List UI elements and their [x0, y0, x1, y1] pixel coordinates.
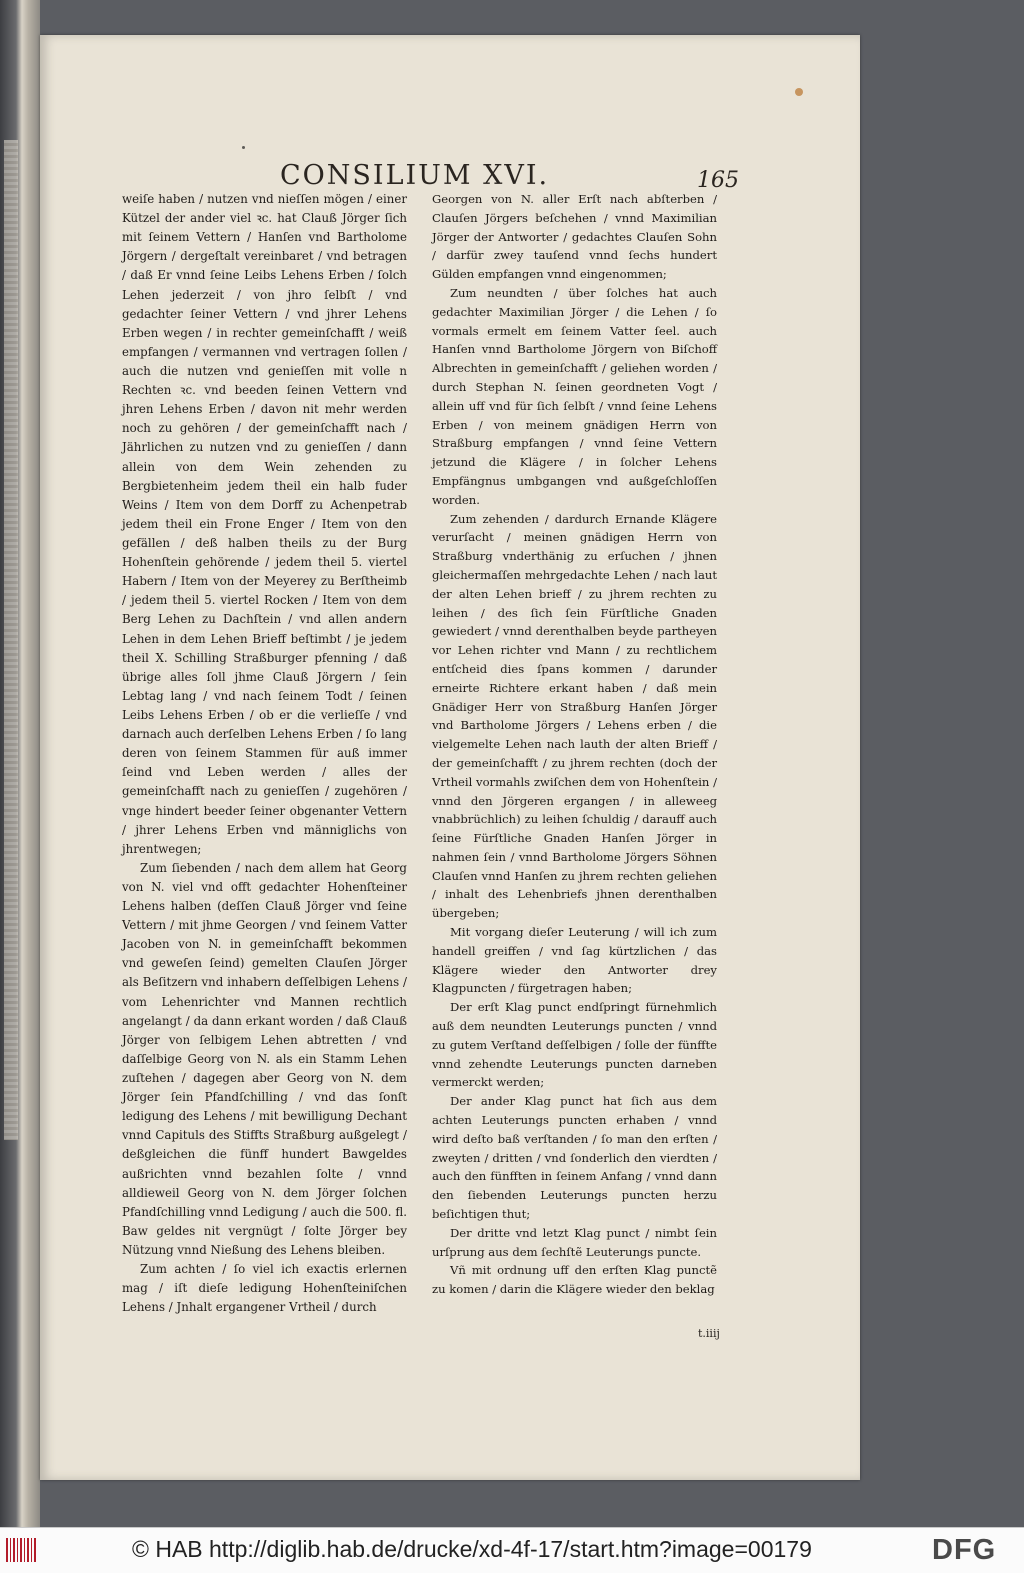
paragraph: Zum zehenden / dardurch Ernande Klägere verurſacht / meinen gnädigen Herrn von Straßburg vnderthänig zu erſuchen / jhnen gleichermaſſen mehrgedachte Lehen / nach laut der alten Lehen brieff / zu jhrem rechten zu leihen / des ſich ſein Fürſtliche Gnaden gewiedert / vnnd derenthalben beyde partheyen vor Lehen richter vnd Mann / zu rechtlichem entſcheid dies ſpans kommen / darunder erneirte Richtere erkant haben / daß mein Gnädiger Herr von Straßburg Hanſen Jörger vnd Bartholome Jörgers / Lehens erben / die vielgemelte Lehen nach lauth der alten Brieff / der gemeinſchafft / zu jhrem rechten (doch der Vrtheil vormahls zwiſchen dem von Hohenſtein / vnnd den Jörgeren ergangen / in alleweeg vnabbrüchlich) zu leihen ſchuldig / darauff auch ſeine Fürſtliche Gnaden Hanſen Jörger in nahmen ſein / vnnd Bartholome Jörgers Söhnen Clauſen vnnd Hanſen zu jhrem rechten geliehen / inhalt des Lehenbriefs jhnen derenthalben übergeben; [432, 511, 717, 921]
paragraph: Vñ mit ordnung uff den erſten Klag punctẽ zu komen / darin die Klägere wieder den beklag [432, 1263, 717, 1297]
paragraph: Der ander Klag punct hat ſich aus dem achten Leuterungs puncten erhaben / vnnd wird deſto baß verſtanden / ſo man den erſten / zweyten / dritten / vnd ſonderlich den vierdten / auch den fünfften in ſeinem Anfang / vnnd dann den ſiebenden Leuterungs puncten herzu beſichtigen thut; [432, 1094, 717, 1222]
left-text-column [122, 190, 407, 1317]
foxing-stain [242, 146, 245, 149]
paragraph: Georgen von N. aller Erſt nach abſterben / Clauſen Jörgers beſchehen / vnnd Maximilian Jörger der Antworter / gedachtes Clauſen Sohn / darfür zwey tauſend vnnd ſechs hundert Gülden empfangen vnnd eingenommen; [432, 192, 717, 282]
right-text-column [432, 190, 717, 1299]
hab-logo-icon [6, 1538, 38, 1562]
paragraph: Mit vorgang dieſer Leuterung / will ich zum handell greiffen / vnd ſag kürtzlichen / das Klägere wieder den Antworter drey Klagpuncten / fürgetragen haben; [432, 925, 717, 996]
page-header-title: CONSILIUM XVI. [280, 160, 550, 191]
adjacent-page-edges [4, 140, 18, 1140]
copyright-url[interactable]: © HAB http://diglib.hab.de/drucke/xd-4f-17/start.htm?image=00179 [132, 1536, 812, 1562]
catchword: t.iiij [698, 1327, 720, 1340]
page-binding-edge [0, 0, 40, 1527]
paragraph: weiſe haben / nutzen vnd nieſſen mögen / einer Kützel der ander viel ꝛc. hat Clauß Jörger ſich mit ſeinem Vettern / Hanſen vnd Bartholome Jörgern / dergeſtalt vereinbaret / vnd betragen / daß Er vnnd ſeine Leibs Lehens Erben / ſolch Lehen jederzeit / von jhro ſelbſt / vnd gedachter ſeiner Vettern / vnd jhrer Lehens Erben wegen / in rechter gemeinſchafft / weiß empfangen / vermannen vnd vertragen ſollen / auch die nutzen vnd genieſſen mit volle n Rechten ꝛc. vnd beeden ſeinen Vettern vnd jhren Lehens Erben / davon nit mehr werden noch zu gehören / der gemeinſchafft nach / Jährlichen zu nutzen vnd zu genieſſen / dann allein von dem Wein zehenden zu Bergbietenheim jedem theil ein halb fuder Weins / Item von dem Dorff zu Achenpetrab jedem theil ein Frone Enger / Item von den gefällen / deß halben theils zu der Burg Hohenſtein gehörende / jedem theil 5. viertel Habern / Item von der Meyerey zu Berſtheimb / jedem theil 5. viertel Rocken / Item von dem Berg Lehen zu Dachſtein / vnd allen andern Lehen in dem Lehen Brieff beſtimbt / je jedem theil X. Schilling Straßburger pfenning / daß übrige alles ſoll jhme Clauß Jörgern / ſein Lebtag lang / vnd nach ſeinem Todt / ſeinen Leibs Lehens Erben / ob er die verlieſſe / vnd darnach auch derſelben Lehens Erben / ſo lang deren von ſeinem Stammen für auß immer ſeind vnd Leben werden / alles der gemeinſchafft nach zu genieſſen / zugehören / vnge hindert beeder ſeiner obgenanter Vettern / jhrer Lehens Erben vnd männiglichs von jhrentwegen; [122, 192, 407, 856]
foxing-stain [795, 88, 803, 96]
paragraph: Zum achten / ſo viel ich exactis erlernen mag / iſt dieſe ledigung Hohenſteiniſchen Lehens / Jnhalt ergangener Vrtheil / durch [122, 1262, 407, 1315]
dfg-logo: DFG [932, 1534, 997, 1566]
footer-bar [0, 1527, 1024, 1573]
folio-number: 165 [697, 168, 739, 193]
paragraph: Zum ſiebenden / nach dem allem hat Georg von N. viel vnd offt gedachter Hohenſteiner Lehens halben (deſſen Clauß Jörger vnd ſeine Vettern / mit jhme Georgen / vnd ſeinem Vatter Jacoben von N. in gemeinſchafft bekommen vnd geweſen ſeind) gemelten Clauſen Jörger als Beſitzern vnd inhabern deſſelbigen Lehens / vom Lehenrichter vnd Mannen rechtlich angelangt / da dann erkant worden / daß Clauß Jörger von ſelbigem Lehen abtretten / vnd daſſelbige Georg von N. als ein Stamm Lehen zuſtehen / dagegen aber Georg von N. dem Jörger ſein Pfandſchilling / vnd das ſonſt ledigung des Lehens / mit bewilligung Dechant vnnd Capituls des Stiffts Straßburg außgelegt / deßgleichen die fünff hundert Bawgeldes außrichten vnnd bezahlen ſolte / vnnd alldieweil Georg von N. dem Jörger ſolchen Pfandſchilling vnnd Ledigung / auch die 500. fl. Baw geldes nit vergnügt / ſolte Jörger bey Nützung vnnd Nießung des Lehens bleiben. [122, 860, 407, 1258]
paragraph: Der erſt Klag punct endſpringt fürnehmlich auß dem neundten Leuterungs puncten / vnnd zu gutem Verſtand deſſelbigen / ſolle der fünffte vnnd zehendte Leuterungs puncten darneben vermerckt werden; [432, 1000, 717, 1090]
paragraph: Zum neundten / über ſolches hat auch gedachter Maximilian Jörger / die Lehen / ſo vormals ermelt em ſeinem Vatter ſeel. auch Hanſen vnnd Bartholome Jörgern von Biſchoff Albrechten in gemeinſchafft / geliehen worden / durch Stephan N. ſeinen geordneten Vogt / allein uff vnd für ſich ſelbſt / vnnd ſeine Lehens Erben / von meinem gnädigen Herrn von Straßburg empfangen / vnnd ſeine Vettern jetzund die Klägere / in ſolcher Lehens Empfängnus umbgangen vnd außgeſchloſſen worden. [432, 285, 717, 507]
paragraph: Der dritte vnd letzt Klag punct / nimbt ſein urſprung aus dem ſechſtẽ Leuterungs puncte. [432, 1225, 717, 1259]
